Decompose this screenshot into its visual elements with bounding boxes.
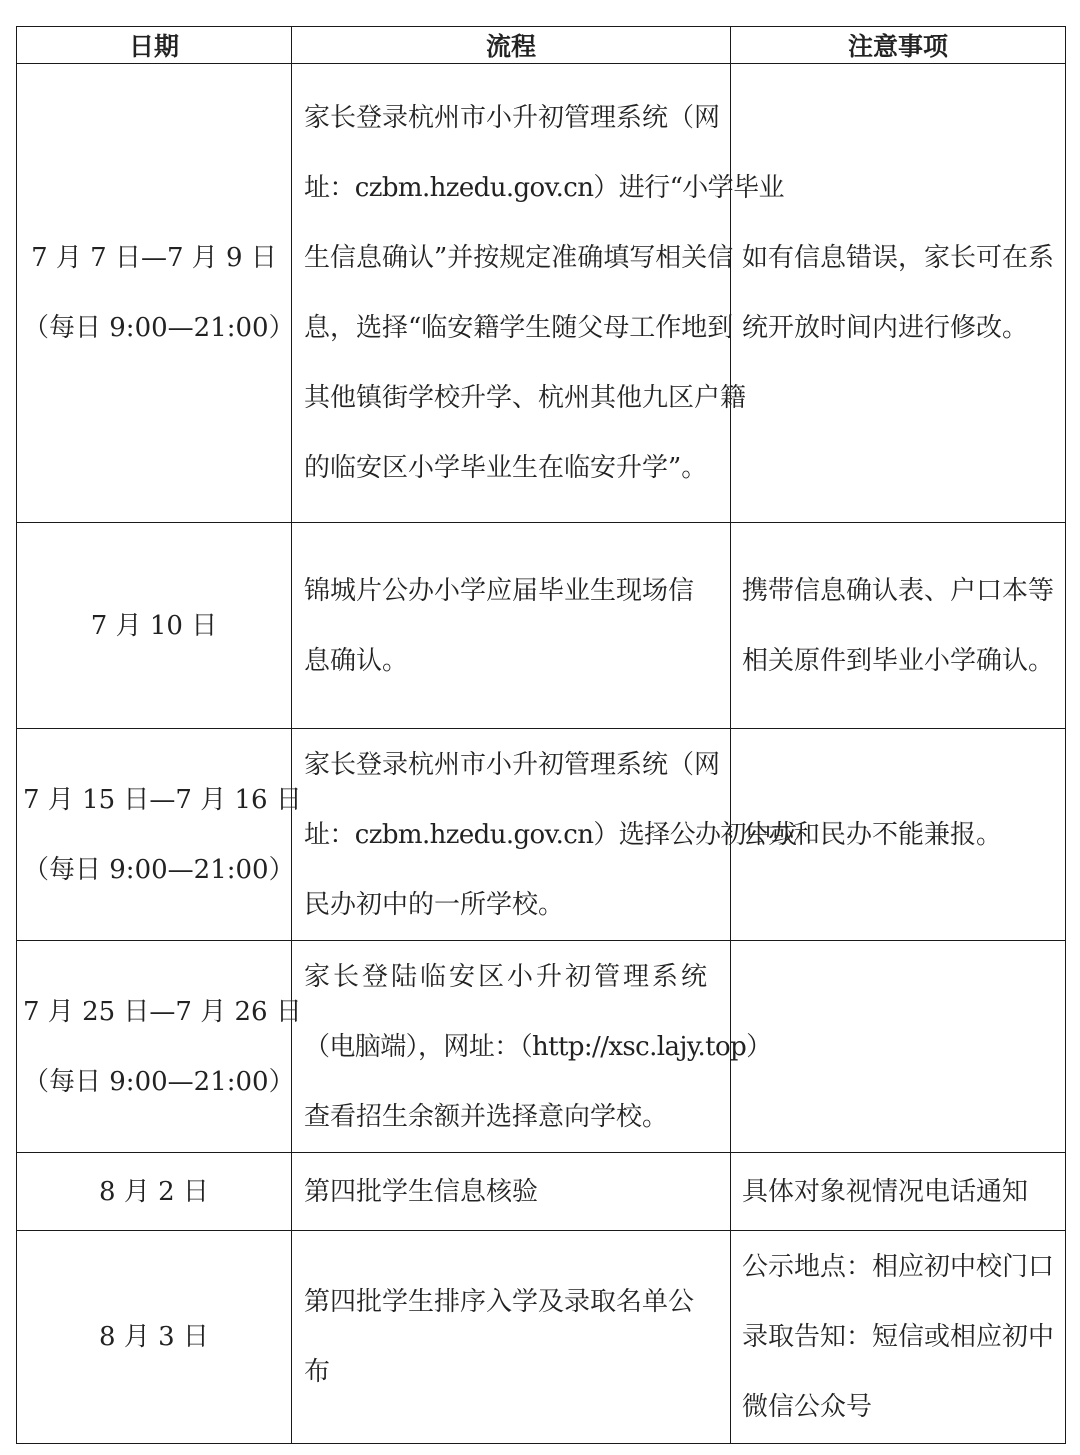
table-row (17, 64, 1066, 523)
process-line: 的临安区小学毕业生在临安升学”。 (304, 453, 708, 483)
table-row (17, 1153, 1066, 1231)
date-text: 8 月 2 日 (99, 1176, 209, 1207)
table-row (17, 523, 1066, 729)
process-line: 址：czbm.hzedu.gov.cn）进行“小学毕业 (304, 173, 784, 203)
process-line: 址：czbm.hzedu.gov.cn）选择公办初中或 (304, 819, 797, 850)
notes-cell (731, 64, 1066, 523)
time-text: （每日 9:00—21:00） (23, 313, 295, 343)
process-cell (292, 1231, 731, 1444)
table-row (17, 941, 1066, 1153)
process-cell (292, 729, 797, 941)
time-text: （每日 9:00—21:00） (23, 1066, 295, 1097)
date-cell (17, 729, 302, 941)
process-line: 民办初中的一所学校。 (304, 889, 565, 920)
date-cell (17, 64, 295, 523)
date-text: 8 月 3 日 (99, 1322, 209, 1352)
header-date: 日期 (17, 27, 292, 64)
notes-line: 公办和民办不能兼报。 (742, 819, 1003, 850)
table-row (17, 729, 1066, 941)
process-line: 查看招生余额并选择意向学校。 (304, 1101, 669, 1132)
notes-line: 统开放时间内进行修改。 (742, 313, 1029, 343)
date-text: 7 月 7 日—7 月 9 日 (31, 243, 277, 273)
notes-line: 携带信息确认表、户口本等 (742, 575, 1055, 606)
process-cell (292, 1153, 731, 1231)
notes-cell (731, 1231, 1066, 1444)
process-line: 家长登录杭州市小升初管理系统（网 (304, 103, 721, 133)
date-cell (17, 523, 292, 729)
notes-line: 微信公众号 (742, 1392, 873, 1422)
notes-cell (731, 523, 1066, 729)
process-cell (292, 523, 731, 729)
process-line: 锦城片公办小学应届毕业生现场信 (304, 575, 695, 606)
header-process: 流程 (292, 27, 731, 64)
notes-line: 具体对象视情况电话通知 (742, 1176, 1029, 1207)
process-line: 其他镇街学校升学、杭州其他九区户籍 (304, 383, 747, 413)
process-line: 息，选择“临安籍学生随父母工作地到 (304, 313, 734, 343)
date-text: 7 月 25 日—7 月 26 日 (23, 996, 302, 1027)
table-row (17, 1231, 1066, 1444)
date-cell (17, 1231, 292, 1444)
time-text: （每日 9:00—21:00） (23, 854, 295, 885)
date-text: 7 月 15 日—7 月 16 日 (23, 784, 302, 815)
date-text: 7 月 10 日 (90, 610, 218, 641)
process-line: 息确认。 (304, 645, 409, 676)
date-cell (17, 941, 302, 1153)
notes-line: 相关原件到毕业小学确认。 (742, 645, 1055, 676)
schedule-document (16, 26, 1065, 1444)
header-notes: 注意事项 (731, 27, 1066, 64)
process-line: 家长登陆临安区小升初管理系统 (304, 961, 711, 992)
notes-cell (731, 1153, 1066, 1231)
process-line: 第四批学生信息核验 (304, 1176, 539, 1207)
notes-cell (731, 941, 1066, 1153)
process-cell (292, 64, 784, 523)
date-cell (17, 1153, 292, 1231)
process-cell (292, 941, 772, 1153)
notes-cell (731, 729, 1066, 941)
table-header-row (17, 27, 1066, 64)
process-line: 生信息确认”并按规定准确填写相关信 (304, 243, 734, 273)
notes-line: 如有信息错误，家长可在系 (742, 243, 1055, 273)
process-line: （电脑端），网址：（http://xsc.lajy.top） (304, 1031, 772, 1062)
schedule-table (16, 26, 1066, 1444)
notes-line: 公示地点：相应初中校门口 (742, 1252, 1055, 1282)
process-line: 家长登录杭州市小升初管理系统（网 (304, 749, 721, 780)
process-line: 布 (304, 1357, 331, 1387)
process-line: 第四批学生排序入学及录取名单公 (304, 1287, 695, 1317)
notes-line: 录取告知：短信或相应初中 (742, 1322, 1055, 1352)
